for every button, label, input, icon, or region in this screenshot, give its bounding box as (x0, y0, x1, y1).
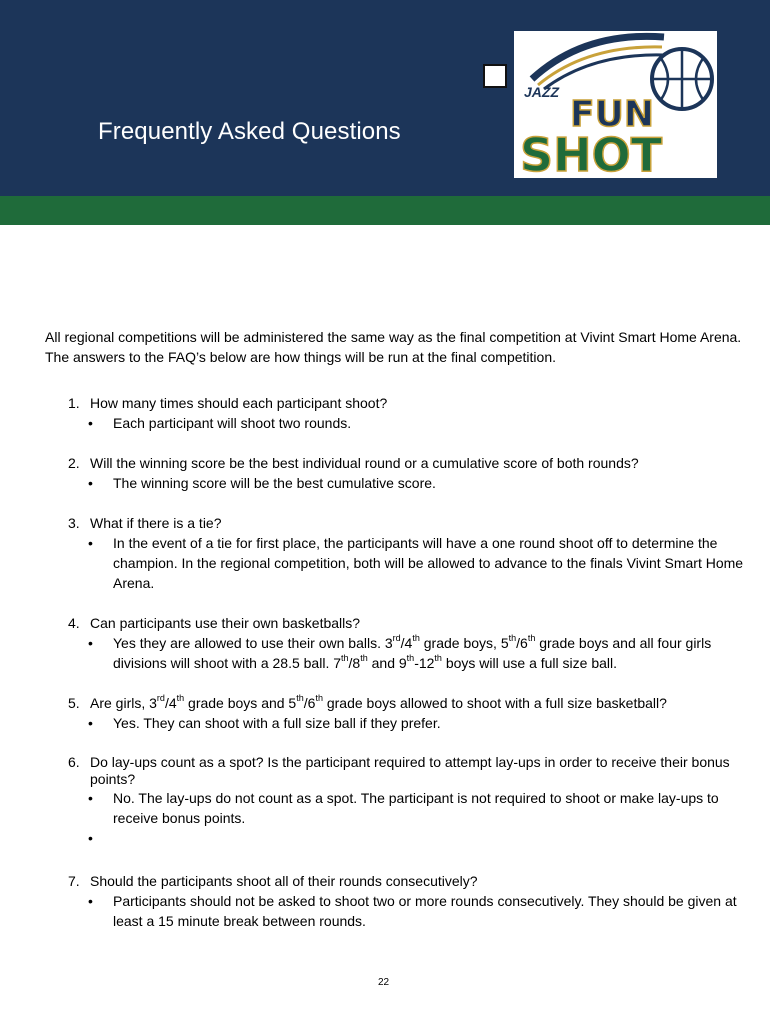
faq-item-7 (68, 871, 748, 931)
faq-item-5 (68, 693, 748, 733)
faq-question: 1. How many times should each participant shoot? (68, 395, 388, 411)
faq-answer-bullet: • The winning score will be the best cumulative score. (88, 475, 436, 491)
faq-item-1 (68, 393, 748, 433)
logo-fun-text: FUN (570, 94, 654, 135)
faq-answer-bullet-empty: • (88, 830, 93, 846)
intro-paragraph: All regional competitions will be administered the same way as the final competition at Vivint Smart Home Arena. The answers to the FAQ’s below are how things will be run at the final competition. (45, 329, 742, 365)
logo-team-text: JAZZ (524, 84, 559, 100)
faq-item-6 (68, 754, 748, 848)
faq-answer-bullet: • Participants should not be asked to shoot two or more rounds consecutively. They should be given at least a 15 minute break between rounds. (88, 893, 737, 929)
faq-answer-bullet: • Yes they are allowed to use their own balls. 3rd/4th grade boys, 5th/6th grade boys and all four girls divisions will shoot with a 28.5 ball. 7th/8th and 9th-12th boys will use a full size ball. (88, 633, 712, 671)
faq-question: 3. What if there is a tie? (68, 515, 222, 531)
faq-question: 7. Should the participants shoot all of their rounds consecutively? (68, 873, 478, 889)
faq-answer-bullet: • Yes. They can shoot with a full size ball if they prefer. (88, 715, 441, 731)
faq-item-4 (68, 613, 748, 673)
logo-shot-text: SHOT (520, 128, 663, 178)
faq-question: 4. Can participants use their own basketballs? (68, 615, 361, 631)
faq-question: 2. Will the winning score be the best individual round or a cumulative score of both rounds? (68, 455, 639, 471)
faq-answer-bullet: • In the event of a tie for first place, the participants will have a one round shoot off to determine the champion. In the regional competition, both will be allowed to advance to the finals Vivint Smart Home Arena. (88, 535, 744, 591)
faq-question: 5. Are girls, 3rd/4th grade boys and 5th/6th grade boys allowed to shoot with a full size basketball? (68, 693, 667, 711)
faq-answer-bullet: • Each participant will shoot two rounds. (88, 415, 352, 431)
faq-question: 6. Do lay-ups count as a spot? Is the participant required to attempt lay-ups in order to receive their bonus points? (68, 754, 730, 787)
faq-item-2 (68, 453, 748, 493)
faq-answer-bullet: • No. The lay-ups do not count as a spot. The participant is not required to shoot or make lay-ups to receive bonus points. (88, 790, 719, 826)
faq-item-3 (68, 513, 748, 593)
page-number: 22 (378, 977, 390, 988)
page-title: Frequently Asked Questions (98, 118, 401, 145)
